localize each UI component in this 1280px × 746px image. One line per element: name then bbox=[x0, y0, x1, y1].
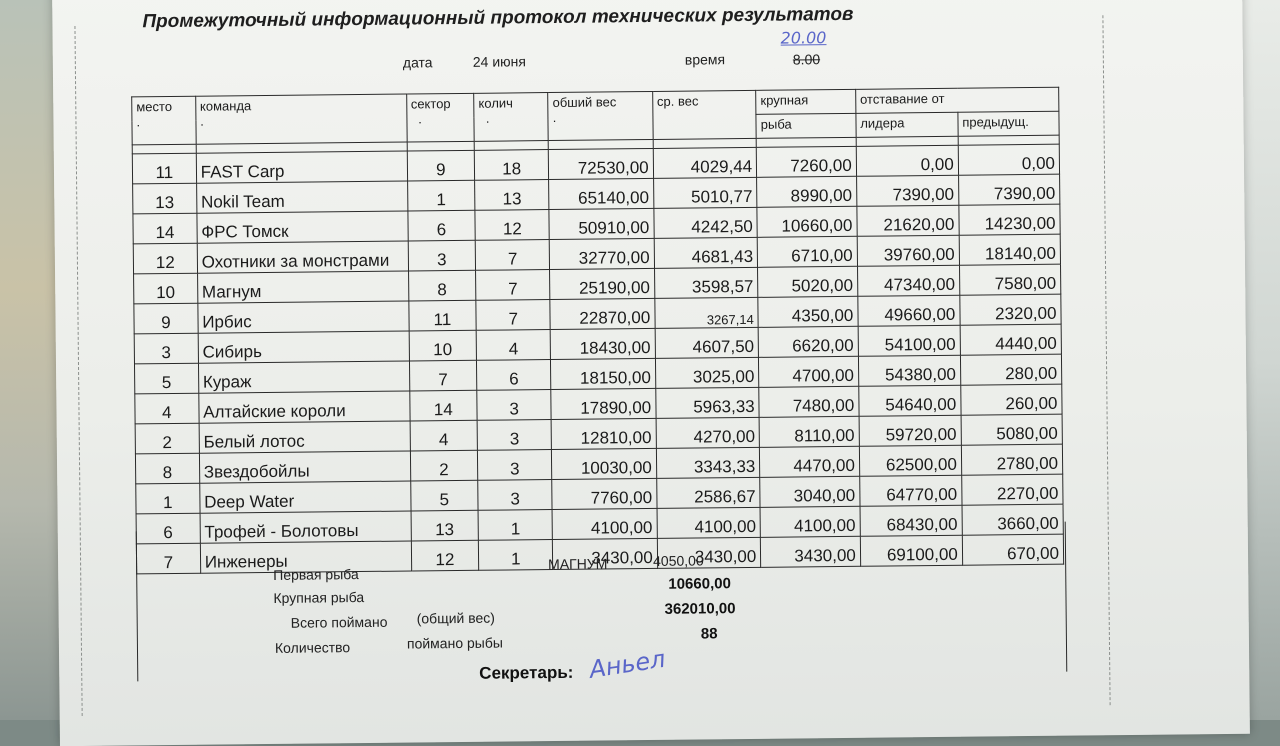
document-sheet bbox=[52, 0, 1250, 746]
cell-leader: 39760,00 bbox=[857, 235, 959, 266]
first-fish-team: МАГНУМ bbox=[548, 555, 608, 573]
secretary-signature: Аньел bbox=[587, 644, 668, 684]
time-printed-struck: 8.00 bbox=[792, 51, 821, 68]
cell-total: 18430,00 bbox=[550, 328, 655, 359]
cell-sector: 4 bbox=[410, 420, 478, 451]
cell-team: Deep Water bbox=[199, 481, 410, 513]
cell-prev: 0,00 bbox=[958, 144, 1060, 175]
cell-sector: 3 bbox=[408, 240, 476, 271]
cell-total: 3430,00 bbox=[553, 538, 658, 569]
cell-place: 12 bbox=[133, 243, 197, 274]
cell-sector: 11 bbox=[408, 300, 476, 331]
cell-leader: 47340,00 bbox=[857, 265, 959, 296]
cell-avg: 4681,43 bbox=[654, 237, 758, 268]
cell-prev: 3660,00 bbox=[962, 504, 1064, 535]
quantity-value: 88 bbox=[700, 625, 718, 643]
cell-sector: 5 bbox=[410, 480, 478, 511]
cell-team: FAST Carp bbox=[196, 151, 407, 183]
cell-leader: 49660,00 bbox=[858, 295, 960, 326]
cell-prev: 670,00 bbox=[962, 534, 1064, 565]
cell-count: 1 bbox=[478, 510, 552, 541]
cell-avg: 3430,00 bbox=[657, 537, 761, 568]
cell-prev: 2320,00 bbox=[960, 294, 1062, 325]
col-sector: сектор . bbox=[406, 93, 474, 142]
cell-place: 8 bbox=[135, 453, 199, 484]
first-fish-value: 4050,00 bbox=[653, 552, 704, 569]
cell-place: 6 bbox=[136, 513, 200, 544]
total-caught-value: 362010,00 bbox=[664, 600, 736, 618]
cell-count: 3 bbox=[477, 420, 551, 451]
cell-prev: 18140,00 bbox=[959, 234, 1061, 265]
cell-leader: 54380,00 bbox=[858, 355, 960, 386]
cell-count: 3 bbox=[477, 390, 551, 421]
cell-avg: 5010,77 bbox=[653, 177, 757, 208]
cell-place: 13 bbox=[133, 183, 197, 214]
cell-sector: 7 bbox=[409, 360, 477, 391]
cell-total: 72530,00 bbox=[549, 148, 654, 179]
cell-count: 3 bbox=[478, 480, 552, 511]
cell-prev: 7580,00 bbox=[959, 264, 1061, 295]
cell-place: 9 bbox=[134, 303, 198, 334]
col-team: команда . bbox=[195, 94, 406, 144]
cell-big: 3430,00 bbox=[761, 536, 861, 567]
time-label: время bbox=[684, 51, 726, 68]
time-handwritten: 20.00 bbox=[780, 28, 827, 48]
cell-place: 2 bbox=[135, 423, 199, 454]
cell-count: 13 bbox=[475, 180, 549, 211]
cell-prev: 7390,00 bbox=[958, 174, 1060, 205]
date-value: 24 июня bbox=[472, 53, 527, 70]
big-fish-label: Крупная рыба bbox=[273, 588, 365, 606]
cell-prev: 14230,00 bbox=[959, 204, 1061, 235]
cell-team: Трофей - Болотовы bbox=[200, 511, 411, 543]
cell-leader: 69100,00 bbox=[860, 535, 962, 566]
cell-big: 7260,00 bbox=[756, 146, 856, 177]
cell-sector: 14 bbox=[409, 390, 477, 421]
cell-avg: 2586,67 bbox=[656, 477, 760, 508]
left-margin-line bbox=[74, 26, 82, 716]
cell-team: Ирбис bbox=[198, 301, 409, 333]
cell-leader: 62500,00 bbox=[859, 445, 961, 476]
cell-team: Магнум bbox=[197, 271, 408, 303]
col-count: колич . bbox=[474, 93, 549, 142]
cell-total: 4100,00 bbox=[552, 508, 657, 539]
cell-big: 6620,00 bbox=[758, 326, 858, 357]
cell-sector: 10 bbox=[409, 330, 477, 361]
cell-total: 18150,00 bbox=[551, 358, 656, 389]
cell-leader: 64770,00 bbox=[859, 475, 961, 506]
cell-big: 10660,00 bbox=[757, 206, 857, 237]
quantity-label: Количество bbox=[274, 639, 351, 656]
cell-team: Звездобойлы bbox=[199, 451, 410, 483]
cell-sector: 6 bbox=[407, 210, 475, 241]
cell-team: Инженеры bbox=[200, 541, 411, 573]
total-caught-note: (общий вес) bbox=[416, 609, 496, 627]
cell-leader: 7390,00 bbox=[856, 175, 958, 206]
cell-avg: 3267,14 bbox=[655, 297, 759, 328]
cell-count: 4 bbox=[476, 330, 550, 361]
cell-place: 11 bbox=[132, 153, 196, 184]
cell-prev: 4440,00 bbox=[960, 324, 1062, 355]
big-fish-value: 10660,00 bbox=[668, 575, 731, 593]
secretary-label: Секретарь: bbox=[479, 662, 574, 683]
cell-avg: 4270,00 bbox=[656, 417, 760, 448]
cell-prev: 280,00 bbox=[960, 354, 1062, 385]
col-total: обший вес . bbox=[548, 91, 653, 140]
cell-avg: 4100,00 bbox=[657, 507, 761, 538]
col-gap-top: отставание от bbox=[855, 87, 1058, 113]
cell-count: 1 bbox=[479, 540, 553, 571]
cell-avg: 3025,00 bbox=[655, 357, 759, 388]
results-table bbox=[131, 87, 1064, 575]
col-gap-prev: предыдущ. bbox=[958, 111, 1059, 136]
cell-avg: 4029,44 bbox=[653, 147, 757, 178]
right-margin-line bbox=[1102, 15, 1110, 705]
cell-avg: 3598,57 bbox=[654, 267, 758, 298]
cell-big: 3040,00 bbox=[760, 476, 860, 507]
col-gap-leader: лидера bbox=[856, 112, 958, 137]
cell-team: Кураж bbox=[198, 361, 409, 393]
cell-place: 4 bbox=[135, 393, 199, 424]
cell-total: 32770,00 bbox=[549, 238, 654, 269]
cell-team: Охотники за монстрами bbox=[197, 241, 408, 273]
cell-total: 12810,00 bbox=[551, 418, 656, 449]
cell-big: 8110,00 bbox=[759, 416, 859, 447]
cell-total: 25190,00 bbox=[550, 268, 655, 299]
cell-avg: 3343,33 bbox=[656, 447, 760, 478]
col-big-bottom: рыба bbox=[756, 113, 856, 138]
col-big-top: крупная bbox=[756, 89, 856, 114]
cell-count: 3 bbox=[478, 450, 552, 481]
cell-count: 7 bbox=[475, 240, 549, 271]
cell-sector: 13 bbox=[411, 510, 479, 541]
cell-sector: 1 bbox=[407, 180, 475, 211]
cell-sector: 9 bbox=[407, 150, 475, 181]
cell-total: 7760,00 bbox=[552, 478, 657, 509]
col-place: место . bbox=[132, 96, 196, 145]
cell-avg: 4242,50 bbox=[654, 207, 758, 238]
cell-big: 4350,00 bbox=[758, 296, 858, 327]
cell-team: Алтайские короли bbox=[199, 391, 410, 423]
cell-big: 7480,00 bbox=[759, 386, 859, 417]
cell-big: 5020,00 bbox=[758, 266, 858, 297]
cell-total: 22870,00 bbox=[550, 298, 655, 329]
cell-count: 7 bbox=[476, 270, 550, 301]
cell-count: 7 bbox=[476, 300, 550, 331]
cell-sector: 12 bbox=[411, 540, 479, 571]
cell-total: 50910,00 bbox=[549, 208, 654, 239]
cell-place: 5 bbox=[134, 363, 198, 394]
cell-big: 8990,00 bbox=[757, 176, 857, 207]
cell-team: Белый лотос bbox=[199, 421, 410, 453]
cell-big: 4700,00 bbox=[759, 356, 859, 387]
cell-avg: 4607,50 bbox=[655, 327, 759, 358]
cell-prev: 5080,00 bbox=[961, 414, 1063, 445]
document-title: Промежуточный информационный протокол технических результатов bbox=[142, 3, 854, 33]
cell-big: 4100,00 bbox=[760, 506, 860, 537]
cell-place: 1 bbox=[136, 483, 200, 514]
cell-big: 6710,00 bbox=[757, 236, 857, 267]
total-caught-label: Всего поймано bbox=[290, 613, 388, 631]
date-label: дата bbox=[402, 54, 433, 71]
cell-count: 18 bbox=[474, 150, 548, 181]
cell-team: ФРС Томск bbox=[197, 211, 408, 243]
col-avg: ср. вес bbox=[652, 90, 756, 139]
cell-place: 7 bbox=[136, 543, 200, 574]
cell-total: 17890,00 bbox=[551, 388, 656, 419]
cell-prev: 260,00 bbox=[961, 384, 1063, 415]
cell-leader: 0,00 bbox=[856, 145, 958, 176]
cell-prev: 2780,00 bbox=[961, 444, 1063, 475]
cell-place: 3 bbox=[134, 333, 198, 364]
cell-count: 12 bbox=[475, 210, 549, 241]
cell-prev: 2270,00 bbox=[961, 474, 1063, 505]
cell-leader: 68430,00 bbox=[860, 505, 962, 536]
cell-team: Сибирь bbox=[198, 331, 409, 363]
cell-place: 14 bbox=[133, 213, 197, 244]
cell-total: 10030,00 bbox=[552, 448, 657, 479]
quantity-note: поймано рыбы bbox=[406, 634, 503, 652]
cell-team: Nokil Team bbox=[196, 181, 407, 213]
cell-sector: 2 bbox=[410, 450, 478, 481]
cell-leader: 59720,00 bbox=[859, 415, 961, 446]
cell-leader: 54640,00 bbox=[859, 385, 961, 416]
cell-count: 6 bbox=[477, 360, 551, 391]
cell-avg: 5963,33 bbox=[655, 387, 759, 418]
cell-leader: 21620,00 bbox=[857, 205, 959, 236]
cell-total: 65140,00 bbox=[549, 178, 654, 209]
cell-sector: 8 bbox=[408, 270, 476, 301]
first-fish-label: Первая рыба bbox=[273, 566, 359, 583]
cell-leader: 54100,00 bbox=[858, 325, 960, 356]
cell-place: 10 bbox=[134, 273, 198, 304]
cell-big: 4470,00 bbox=[760, 446, 860, 477]
